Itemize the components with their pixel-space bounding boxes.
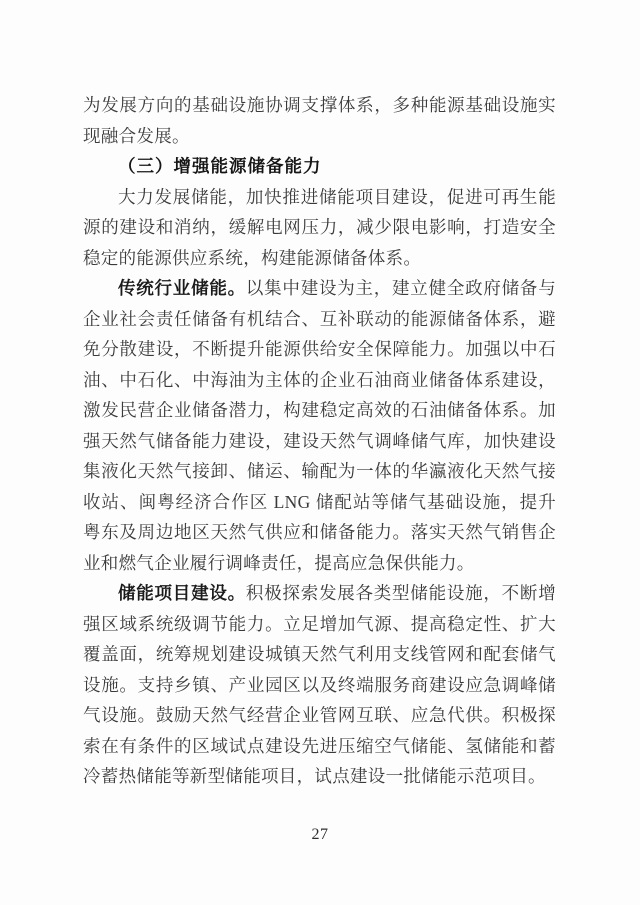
document-body [83,90,556,792]
paragraph [83,273,556,578]
paragraph-continuation: 为发展方向的基础设施协调支撑体系，多种能源基础设施实现融合发展。 [83,95,556,146]
page-number: 27 [311,826,329,843]
paragraph-text: 积极探索发展各类型储能设施，不断增强区域系统级调节能力。立足增加气源、提高稳定性、扩大覆盖面，统筹规划建设城镇天然气利用支线管网和配套储气设施。支持乡镇、产业园区以及终端服务商建设应急调峰储气设施。鼓励天然气经营企业管网互联、应急代供。积极探索在有条件的区域试点建设先进压缩空气储能、氢储能和蓄冷蓄热储能等新型储能项目，试点建设一批储能示范项目。 [83,583,556,786]
paragraph-text: 大力发展储能，加快推进储能项目建设，促进可再生能源的建设和消纳，缓解电网压力，减少限电影响，打造安全稳定的能源供应系统，构建能源储备体系。 [83,186,556,268]
paragraph [83,578,556,792]
paragraph [83,182,556,274]
section-heading: （三）增强能源储备能力 [118,156,322,176]
paragraph-lead: 储能项目建设。 [118,583,246,603]
paragraph-lead: 传统行业储能。 [118,278,246,298]
paragraph-text: 以集中建设为主，建立健全政府储备与企业社会责任储备有机结合、互补联动的能源储备体系，避免分散建设，不断提升能源供给安全保障能力。加强以中石油、中石化、中海油为主体的企业石油商业储备体系建设，激发民营企业储备潜力，构建稳定高效的石油储备体系。加强天然气储备能力建设，建设天然气调峰储气库，加快建设集液化天然气接卸、储运、输配为一体的华瀛液化天然气接收站、闽粤经济合作区 LNG 储配站等储气基础设施，提升粤东及周边地区天然气供应和储备能力。落实天然气销售企业和燃气企业履行调峰责任，提高应急保供能力。 [83,278,556,573]
